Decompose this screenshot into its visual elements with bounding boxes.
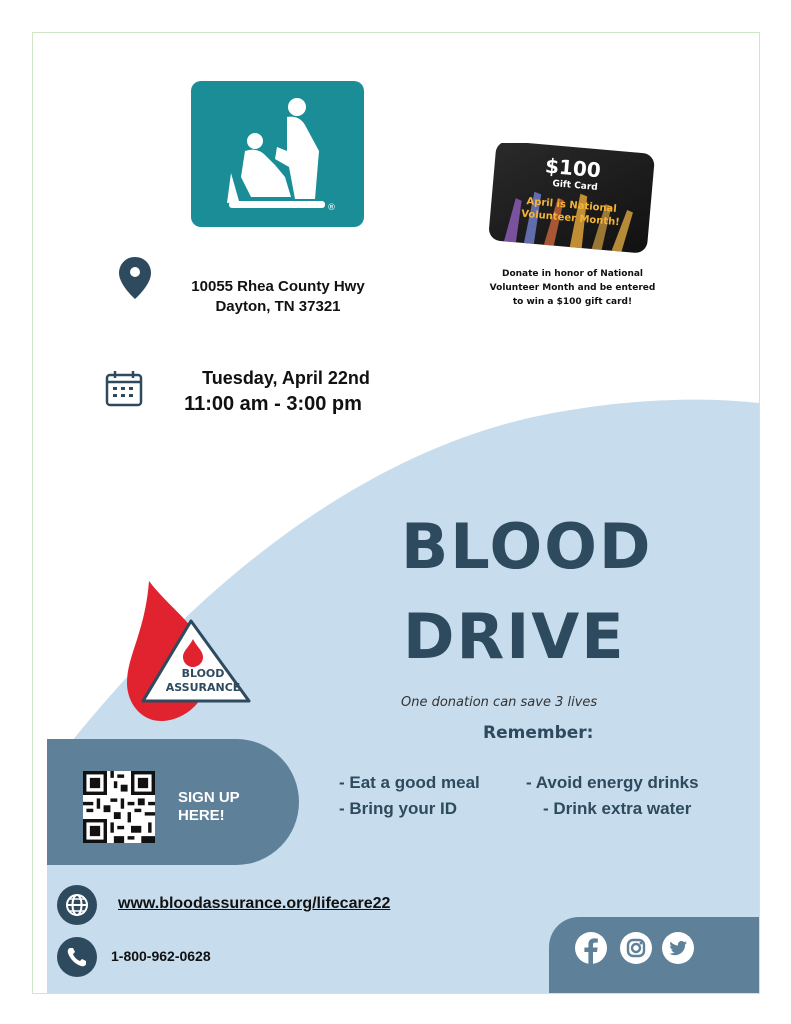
remember-title: Remember: <box>483 723 594 743</box>
tip-item: - Bring your ID <box>339 799 458 818</box>
map-pin-icon <box>117 255 153 301</box>
event-date: Tuesday, April 22nd <box>202 368 370 388</box>
gift-caption-line: to win a $100 gift card! <box>512 297 633 307</box>
instagram-icon[interactable] <box>619 931 653 965</box>
tip-item: - Drink extra water <box>543 799 692 818</box>
tagline: One donation can save 3 lives <box>401 695 598 710</box>
signup-text[interactable] <box>178 789 240 825</box>
address-line-2: Dayton, TN 37321 <box>215 298 341 315</box>
phone-number[interactable]: 1-800-962-0628 <box>111 948 211 964</box>
donor-logo <box>191 81 364 227</box>
brand-line-1: BLOOD <box>181 667 225 680</box>
website-link[interactable]: www.bloodassurance.org/lifecare22 <box>118 895 391 912</box>
gift-card-label: Gift Card <box>551 179 599 193</box>
headline-line-1: BLOOD <box>401 510 653 583</box>
gift-card-caption <box>469 267 676 309</box>
gift-caption-line: Volunteer Month and be entered <box>489 283 656 293</box>
calendar-icon <box>105 369 143 407</box>
svg-text:®: ® <box>327 203 336 213</box>
brand-line-2: ASSURANCE <box>165 681 241 694</box>
headline-line-2: DRIVE <box>403 600 626 673</box>
address-line-1: 10055 Rhea County Hwy <box>191 278 365 295</box>
signup-line-2: HERE! <box>178 807 225 824</box>
twitter-icon[interactable] <box>661 931 695 965</box>
blood-assurance-logo <box>123 575 253 725</box>
qr-code-icon[interactable] <box>83 771 155 843</box>
gift-card-overlay: April is National Volunteer Month! <box>520 196 621 229</box>
tip-item: - Avoid energy drinks <box>526 773 699 792</box>
gift-card-amount: $100 <box>544 153 602 183</box>
gift-caption-line: Donate in honor of National <box>501 269 644 279</box>
phone-icon <box>57 937 97 977</box>
globe-icon <box>57 885 97 925</box>
event-address <box>173 277 383 317</box>
facebook-icon[interactable] <box>574 931 608 965</box>
nurse-patient-logo-icon <box>191 81 364 227</box>
flyer-page <box>32 32 760 994</box>
signup-line-1: SIGN UP <box>178 789 240 806</box>
tip-item: - Eat a good meal <box>339 773 480 792</box>
event-time: 11:00 am - 3:00 pm <box>184 393 362 415</box>
